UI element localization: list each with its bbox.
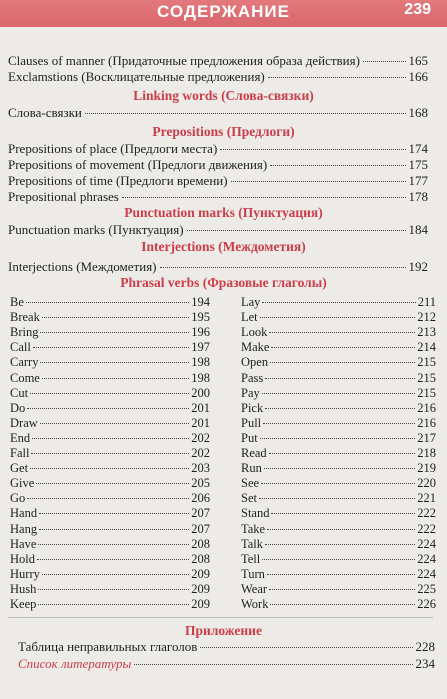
phrasal-verb-page: 225 <box>417 581 436 596</box>
phrasal-verb-page: 224 <box>417 551 436 566</box>
toc-entry[interactable] <box>8 105 428 120</box>
toc-entry[interactable] <box>18 639 435 654</box>
leader-dots <box>27 498 189 499</box>
leader-dots <box>269 589 415 590</box>
phrasal-verb-label: Set <box>241 491 257 506</box>
phrasal-verb-entry[interactable] <box>10 462 210 475</box>
phrasal-verb-entry[interactable] <box>10 583 210 596</box>
leader-dots <box>42 378 189 379</box>
leader-dots <box>38 604 189 605</box>
leader-dots <box>269 453 416 454</box>
phrasal-verb-label: Break <box>10 310 40 325</box>
phrasal-verb-page: 222 <box>417 506 436 521</box>
leader-dots <box>30 468 189 469</box>
leader-dots <box>264 468 415 469</box>
phrasal-verb-page: 217 <box>417 430 436 445</box>
leader-dots <box>85 113 406 114</box>
phrasal-verb-entry[interactable] <box>241 356 436 369</box>
toc-entry[interactable] <box>8 222 428 237</box>
leader-dots <box>220 149 405 150</box>
leader-dots <box>269 332 415 333</box>
phrasal-verb-label: Carry <box>10 355 39 370</box>
toc-entry-label: Слова-связки <box>8 105 82 120</box>
phrasal-verb-label: Put <box>241 430 258 445</box>
phrasal-verb-entry[interactable] <box>10 598 210 611</box>
header-title: СОДЕРЖАНИЕ <box>157 2 290 21</box>
phrasal-verb-entry[interactable] <box>241 462 436 475</box>
phrasal-verb-page: 198 <box>191 370 210 385</box>
toc-entry[interactable] <box>8 53 428 68</box>
toc-entry-page: 184 <box>408 222 428 237</box>
phrasal-verb-label: Do <box>10 400 26 415</box>
leader-dots <box>271 513 415 514</box>
phrasal-verb-page: 202 <box>191 446 210 460</box>
leader-dots <box>31 453 189 454</box>
phrasal-verb-entry[interactable] <box>241 553 436 566</box>
leader-dots <box>40 332 189 333</box>
leader-dots <box>262 302 415 303</box>
leader-dots <box>39 529 189 530</box>
phrasal-verb-entry[interactable] <box>241 326 436 339</box>
phrasal-verb-page: 207 <box>191 506 210 521</box>
phrasal-verb-entry[interactable] <box>241 583 436 596</box>
phrasal-verb-page: 209 <box>191 597 210 611</box>
phrasal-verb-label: Hush <box>10 581 37 596</box>
phrasal-verb-page: 222 <box>417 521 436 536</box>
phrasal-verb-entry[interactable] <box>241 507 436 520</box>
toc-entry-label: Список литературы <box>18 656 132 671</box>
leader-dots <box>160 267 406 268</box>
leader-dots <box>260 438 416 439</box>
toc-entry[interactable] <box>8 69 428 84</box>
phrasal-verb-page: 194 <box>191 295 210 309</box>
leader-dots <box>37 559 189 560</box>
leader-dots <box>363 61 406 62</box>
header-page-number: 239 <box>404 1 431 18</box>
phrasal-verb-label: Talk <box>241 536 264 551</box>
toc-entry-page: 175 <box>408 157 428 172</box>
phrasal-verb-label: Have <box>10 536 37 551</box>
phrasal-verb-entry[interactable] <box>10 326 210 339</box>
phrasal-verb-entry[interactable] <box>241 447 436 460</box>
toc-entry-page: 168 <box>408 105 428 120</box>
phrasal-verb-label: Pull <box>241 415 262 430</box>
phrasal-verb-entry[interactable] <box>10 507 210 520</box>
phrasal-verb-entry[interactable] <box>10 311 210 324</box>
leader-dots <box>270 362 415 363</box>
phrasal-verb-entry[interactable] <box>10 538 210 551</box>
phrasal-verb-label: Be <box>10 295 24 309</box>
phrasal-verb-entry[interactable] <box>241 311 436 324</box>
toc-entry[interactable] <box>18 656 435 671</box>
phrasal-verb-page: 219 <box>417 461 436 476</box>
section-heading-linking-words: Linking words (Слова-связки) <box>133 88 314 103</box>
phrasal-verb-page: 207 <box>191 521 210 536</box>
phrasal-verb-entry[interactable] <box>10 341 210 354</box>
phrasal-verb-page: 205 <box>191 476 210 491</box>
phrasal-verb-label: End <box>10 430 31 445</box>
phrasal-verb-page: 209 <box>191 581 210 596</box>
phrasal-verb-entry[interactable] <box>241 568 436 581</box>
toc-entry-label: Exclamstions (Восклицательные предложения) <box>8 69 265 84</box>
leader-dots <box>42 574 189 575</box>
phrasal-verb-entry[interactable] <box>241 417 436 430</box>
phrasal-verb-entry[interactable] <box>10 296 210 309</box>
phrasal-verb-label: Pass <box>241 370 264 385</box>
phrasal-verb-label: Hang <box>10 521 38 536</box>
toc-entry[interactable] <box>8 173 428 188</box>
leader-dots <box>270 604 415 605</box>
phrasal-verb-page: 200 <box>191 385 210 400</box>
phrasal-verb-label: See <box>241 476 260 491</box>
phrasal-verb-entry[interactable] <box>10 402 210 415</box>
leader-dots <box>40 423 189 424</box>
toc-entry-page: 234 <box>415 656 435 671</box>
toc-entry-label: Clauses of manner (Придаточные предложения образа действия) <box>8 53 360 68</box>
phrasal-verb-page: 195 <box>191 310 210 325</box>
leader-dots <box>38 589 189 590</box>
leader-dots <box>33 347 189 348</box>
toc-entry-label: Interjections (Междометия) <box>8 259 157 274</box>
phrasal-verb-label: Cut <box>10 385 29 400</box>
leader-dots <box>122 197 406 198</box>
phrasal-verb-entry[interactable] <box>10 492 210 505</box>
phrasal-verb-entry[interactable] <box>241 372 436 385</box>
leader-dots <box>261 483 415 484</box>
leader-dots <box>260 317 416 318</box>
leader-dots <box>263 423 415 424</box>
phrasal-verb-label: Pay <box>241 385 260 400</box>
leader-dots <box>271 347 415 348</box>
toc-entry-page: 174 <box>408 141 428 156</box>
toc-entry-page: 228 <box>415 639 435 654</box>
phrasal-verb-page: 215 <box>417 370 436 385</box>
leader-dots <box>38 544 189 545</box>
leader-dots <box>231 181 406 182</box>
phrasal-verb-label: Wear <box>241 581 268 596</box>
phrasal-verb-page: 215 <box>417 355 436 370</box>
leader-dots <box>30 393 189 394</box>
phrasal-verb-entry[interactable] <box>241 492 436 505</box>
section-heading-interjections: Interjections (Междометия) <box>141 239 306 254</box>
phrasal-verb-label: Give <box>10 476 35 491</box>
toc-entry-label: Таблица неправильных глаголов <box>18 639 198 654</box>
phrasal-verb-page: 206 <box>191 491 210 506</box>
phrasal-verb-entry[interactable] <box>241 538 436 551</box>
phrasal-verb-page: 213 <box>417 325 436 340</box>
phrasal-verb-label: Hurry <box>10 566 40 581</box>
phrasal-verb-page: 216 <box>417 400 436 415</box>
phrasal-verb-label: Turn <box>241 566 265 581</box>
phrasal-verb-label: Get <box>10 461 29 476</box>
phrasal-verb-entry[interactable] <box>241 432 436 445</box>
leader-dots <box>200 647 412 648</box>
leader-dots <box>265 378 415 379</box>
phrasal-verb-page: 215 <box>417 385 436 400</box>
section-heading-phrasal-verbs: Phrasal verbs (Фразовые глаголы) <box>120 275 327 290</box>
leader-dots <box>27 408 189 409</box>
toc-entry-label: Prepositions of place (Предлоги места) <box>8 141 218 156</box>
phrasal-verb-label: Call <box>10 340 31 355</box>
toc-entry-page: 165 <box>408 53 428 68</box>
toc-entry-page: 192 <box>408 259 428 274</box>
phrasal-verb-page: 224 <box>417 566 436 581</box>
leader-dots <box>26 302 189 303</box>
phrasal-verb-label: Open <box>241 355 269 370</box>
phrasal-verb-page: 216 <box>417 415 436 430</box>
leader-dots <box>32 438 189 439</box>
leader-dots <box>265 408 415 409</box>
leader-dots <box>134 664 412 665</box>
phrasal-verb-entry[interactable] <box>10 553 210 566</box>
phrasal-verb-entry[interactable] <box>10 568 210 581</box>
toc-entry-label: Prepositional phrases <box>8 189 119 204</box>
phrasal-verb-label: Make <box>241 340 270 355</box>
phrasal-verb-page: 214 <box>417 340 436 355</box>
phrasal-verb-page: 201 <box>191 415 210 430</box>
leader-dots <box>187 230 406 231</box>
leader-dots <box>40 362 189 363</box>
phrasal-verb-entry[interactable] <box>10 356 210 369</box>
leader-dots <box>42 317 189 318</box>
phrasal-verb-entry[interactable] <box>10 387 210 400</box>
phrasal-verb-label: Run <box>241 461 262 476</box>
phrasal-verb-page: 203 <box>191 461 210 476</box>
phrasal-verb-label: Go <box>10 491 26 506</box>
phrasal-verb-page: 201 <box>191 400 210 415</box>
phrasal-verb-entry[interactable] <box>10 447 210 460</box>
section-heading-prepositions: Prepositions (Предлоги) <box>152 124 295 139</box>
phrasal-verb-label: Take <box>241 521 266 536</box>
leader-dots <box>36 483 189 484</box>
toc-entry[interactable] <box>8 157 428 172</box>
phrasal-verb-page: 221 <box>417 491 436 506</box>
leader-dots <box>267 529 415 530</box>
phrasal-verb-page: 224 <box>417 536 436 551</box>
toc-entry-label: Punctuation marks (Пунктуация) <box>8 222 184 237</box>
phrasal-verb-page: 208 <box>191 536 210 551</box>
phrasal-verb-page: 212 <box>417 310 436 325</box>
leader-dots <box>267 574 415 575</box>
phrasal-verb-label: Work <box>241 597 269 611</box>
toc-entry-label: Prepositions of movement (Предлоги движения) <box>8 157 268 172</box>
phrasal-verb-page: 209 <box>191 566 210 581</box>
phrasal-verb-page: 211 <box>417 295 436 309</box>
phrasal-verb-label: Fall <box>10 446 30 460</box>
phrasal-verb-page: 208 <box>191 551 210 566</box>
phrasal-verb-entry[interactable] <box>241 598 436 611</box>
toc-entry-page: 166 <box>408 69 428 84</box>
phrasal-verb-page: 220 <box>417 476 436 491</box>
phrasal-verb-label: Come <box>10 370 40 385</box>
phrasal-verb-page: 226 <box>417 597 436 611</box>
leader-dots <box>262 393 416 394</box>
phrasal-verb-entry[interactable] <box>241 477 436 490</box>
phrasal-verb-label: Tell <box>241 551 261 566</box>
phrasal-verb-page: 198 <box>191 355 210 370</box>
phrasal-verb-entry[interactable] <box>241 402 436 415</box>
phrasal-verb-label: Draw <box>10 415 38 430</box>
leader-dots <box>270 165 405 166</box>
toc-entry-label: Prepositions of time (Предлоги времени) <box>8 173 228 188</box>
phrasal-verb-entry[interactable] <box>10 477 210 490</box>
leader-dots <box>265 544 415 545</box>
phrasal-verb-entry[interactable] <box>10 523 210 536</box>
toc-entry[interactable] <box>8 189 428 204</box>
phrasal-verb-page: 196 <box>191 325 210 340</box>
toc-entry-page: 178 <box>408 189 428 204</box>
phrasal-verb-entry[interactable] <box>241 523 436 536</box>
section-heading-punctuation: Punctuation marks (Пунктуация) <box>124 205 323 220</box>
phrasal-verb-label: Read <box>241 446 267 460</box>
phrasal-verb-label: Bring <box>10 325 39 340</box>
toc-entry[interactable] <box>8 259 428 274</box>
leader-dots <box>39 513 189 514</box>
section-heading-appendix: Приложение <box>185 623 262 638</box>
phrasal-verb-entry[interactable] <box>241 387 436 400</box>
phrasal-verb-page: 197 <box>191 340 210 355</box>
phrasal-verb-page: 218 <box>417 446 436 460</box>
phrasal-verb-entry[interactable] <box>241 296 436 309</box>
leader-dots <box>268 77 406 78</box>
phrasal-verb-entry[interactable] <box>10 372 210 385</box>
leader-dots <box>262 559 415 560</box>
phrasal-verb-label: Let <box>241 310 258 325</box>
divider <box>8 617 433 618</box>
phrasal-verb-page: 202 <box>191 430 210 445</box>
toc-entry[interactable] <box>8 141 428 156</box>
phrasal-verb-label: Pick <box>241 400 264 415</box>
phrasal-verb-entry[interactable] <box>10 432 210 445</box>
phrasal-verb-label: Look <box>241 325 268 340</box>
phrasal-verb-label: Hand <box>10 506 38 521</box>
phrasal-verb-label: Keep <box>10 597 37 611</box>
phrasal-verb-label: Hold <box>10 551 35 566</box>
phrasal-verb-label: Stand <box>241 506 270 521</box>
phrasal-verb-entry[interactable] <box>241 341 436 354</box>
toc-entry-page: 177 <box>408 173 428 188</box>
phrasal-verb-entry[interactable] <box>10 417 210 430</box>
phrasal-verb-label: Lay <box>241 295 261 309</box>
leader-dots <box>259 498 415 499</box>
